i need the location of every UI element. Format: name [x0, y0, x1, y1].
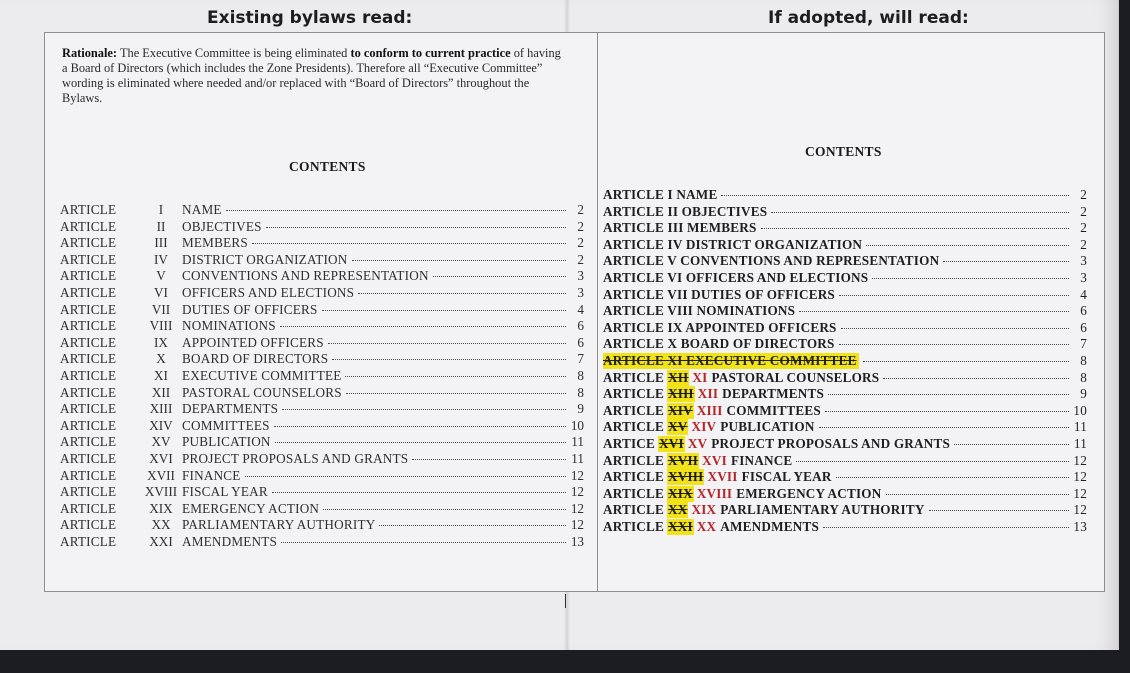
new-article-number: XV	[687, 435, 708, 451]
page-number: 7	[1080, 336, 1087, 352]
page-number: 9	[577, 401, 584, 417]
dot-leader	[825, 411, 1069, 412]
article-title: PUBLICATION	[182, 434, 271, 450]
article-number: VIII	[149, 318, 173, 334]
page-number: 12	[570, 467, 584, 483]
article-title: PUBLICATION	[720, 419, 815, 435]
article-title: EMERGENCY ACTION	[182, 500, 320, 516]
toc-row	[60, 468, 584, 485]
article-word: ARTICLE	[603, 502, 665, 518]
dot-leader	[322, 310, 566, 311]
dot-leader	[346, 393, 566, 394]
article-number: XVI	[149, 450, 173, 466]
toc-row	[603, 336, 1087, 353]
page-number: 7	[577, 351, 584, 367]
new-article-number: XII	[697, 386, 719, 402]
article-word: ARTICLE	[603, 518, 665, 534]
article-entry: ARTICLE IV DISTRICT ORGANIZATION	[603, 236, 863, 252]
article-number: V	[156, 268, 166, 284]
page-number: 12	[1073, 469, 1087, 485]
page-number: 8	[577, 384, 584, 400]
article-title: PROJECT PROPOSALS AND GRANTS	[182, 450, 409, 466]
toc-row	[60, 252, 584, 269]
article-word: ARTICE	[603, 435, 656, 451]
dot-leader	[433, 276, 566, 277]
article-title: PARLIAMENTARY AUTHORITY	[182, 517, 376, 533]
article-number: III	[154, 235, 168, 251]
page-number: 3	[577, 268, 584, 284]
article-word: ARTICLE	[603, 386, 665, 402]
article-title: FISCAL YEAR	[182, 484, 268, 500]
dot-leader	[866, 245, 1069, 246]
article-title: FINANCE	[730, 452, 793, 468]
dot-leader	[252, 243, 566, 244]
dot-leader	[345, 376, 566, 377]
article-word: ARTICLE	[60, 401, 117, 417]
article-word: ARTICLE	[60, 384, 117, 400]
toc-row	[60, 285, 584, 302]
article-title: PARLIAMENTARY AUTHORITY	[720, 502, 925, 518]
toc-row	[60, 268, 584, 285]
article-word: ARTICLE	[603, 485, 665, 501]
article-word: ARTICLE	[60, 484, 117, 500]
article-title: AMENDMENTS	[182, 533, 278, 549]
article-word: ARTICLE	[60, 434, 117, 450]
article-number: IX	[154, 334, 168, 350]
article-entry: ARTICLE IX APPOINTED OFFICERS	[603, 319, 837, 335]
dot-leader	[272, 492, 566, 493]
article-title: OFFICERS AND ELECTIONS	[182, 284, 355, 300]
new-article-number: XX	[696, 518, 717, 534]
page-number: 4	[577, 301, 584, 317]
dot-leader	[839, 295, 1069, 296]
toc-row	[60, 302, 584, 319]
page-number: 2	[577, 235, 584, 251]
page-number: 6	[577, 334, 584, 350]
page-number: 2	[1080, 220, 1087, 236]
article-number: XIX	[149, 500, 173, 516]
old-article-number: XIII	[668, 386, 694, 402]
article-word: ARTICLE	[60, 334, 117, 350]
page-number: 11	[571, 434, 584, 450]
article-number: VII	[151, 301, 171, 317]
dot-leader	[282, 409, 566, 410]
article-number: XIV	[149, 417, 173, 433]
article-word: ARTICLE	[60, 218, 117, 234]
page-number: 12	[570, 484, 584, 500]
article-title: DISTRICT ORGANIZATION	[182, 251, 348, 267]
toc-row	[60, 318, 584, 335]
article-entry: ARTICLE III MEMBERS	[603, 220, 757, 236]
article-word: ARTICLE	[603, 452, 665, 468]
article-entry: ARTICLE VII DUTIES OF OFFICERS	[603, 286, 835, 302]
page-number: 12	[570, 500, 584, 516]
rationale-text-2: of having a Board of Directors (which includes the Zone Presidents). Therefore all “Executive Committee” wording is eliminated where needed and/or replaced with “Board of Directors” throughout the Bylaws.	[62, 46, 561, 105]
article-number: XI	[154, 367, 168, 383]
dot-leader	[872, 278, 1069, 279]
dot-leader	[886, 494, 1070, 495]
rationale-paragraph	[62, 46, 562, 106]
page-number: 11	[1073, 435, 1087, 451]
page-number: 2	[577, 251, 584, 267]
toc-row	[60, 235, 584, 252]
page-number: 6	[1080, 319, 1087, 335]
toc-row	[603, 436, 1087, 453]
article-word: ARTICLE	[60, 351, 117, 367]
article-title: EXECUTIVE COMMITTEE	[182, 367, 342, 383]
article-title: MEMBERS	[182, 235, 248, 251]
dot-leader	[281, 542, 566, 543]
toc-row	[603, 469, 1087, 486]
toc-row	[603, 386, 1087, 403]
dot-leader	[323, 509, 566, 510]
page-number: 10	[570, 417, 584, 433]
dot-leader	[819, 427, 1069, 428]
article-number: XIII	[149, 401, 173, 417]
toc-row	[60, 501, 584, 518]
old-article-number: XIV	[668, 402, 693, 418]
article-word: ARTICLE	[60, 235, 117, 251]
article-word: ARTICLE	[603, 402, 665, 418]
dot-leader	[274, 426, 566, 427]
page-number: 11	[571, 450, 584, 466]
dot-leader	[771, 212, 1069, 213]
dot-leader	[954, 444, 1069, 445]
dot-leader	[328, 343, 566, 344]
toc-row	[60, 434, 584, 451]
article-word: ARTICLE	[603, 469, 665, 485]
article-title: EMERGENCY ACTION	[736, 485, 882, 501]
article-word: ARTICLE	[60, 301, 117, 317]
article-title: FINANCE	[182, 467, 241, 483]
article-word: ARTICLE	[60, 500, 117, 516]
article-title: BOARD OF DIRECTORS	[182, 351, 329, 367]
dot-leader	[799, 311, 1069, 312]
new-article-number: XVII	[707, 469, 738, 485]
page-number: 3	[577, 284, 584, 300]
article-title: PASTORAL COUNSELORS	[182, 384, 342, 400]
toc-row	[603, 370, 1087, 387]
page-number: 3	[1080, 269, 1087, 285]
page-number: 12	[1073, 485, 1087, 501]
article-word: ARTICLE	[60, 533, 117, 549]
article-word: ARTICLE	[60, 450, 117, 466]
toc-row	[60, 368, 584, 385]
article-word: ARTICLE	[60, 517, 117, 533]
toc-row	[60, 385, 584, 402]
article-title: FISCAL YEAR	[741, 469, 832, 485]
toc-row	[60, 517, 584, 534]
toc-row	[60, 451, 584, 468]
dot-leader	[828, 394, 1069, 395]
page-number: 2	[1080, 236, 1087, 252]
existing-contents-list	[60, 202, 584, 550]
old-article-number: XV	[668, 419, 688, 435]
old-article-number: XVII	[668, 452, 699, 468]
article-word: ARTICLE	[60, 367, 117, 383]
new-article-number: XVI	[702, 452, 727, 468]
dot-leader	[796, 461, 1069, 462]
article-number: XVIII	[144, 484, 178, 500]
page-number: 13	[1073, 518, 1087, 534]
toc-row	[603, 204, 1087, 221]
toc-row	[603, 486, 1087, 503]
toc-row	[603, 270, 1087, 287]
existing-bylaws-heading: Existing bylaws read:	[207, 8, 413, 28]
toc-row	[603, 253, 1087, 270]
page-number: 2	[577, 202, 584, 217]
existing-contents-title: CONTENTS	[289, 159, 366, 174]
article-number: II	[156, 218, 166, 234]
article-title: CONVENTIONS AND REPRESENTATION	[182, 268, 429, 284]
toc-row	[603, 237, 1087, 254]
dot-leader	[379, 525, 566, 526]
new-article-number: XI	[692, 369, 708, 385]
toc-row	[60, 351, 584, 368]
dot-leader	[943, 261, 1069, 262]
toc-row	[603, 419, 1087, 436]
dot-leader	[245, 476, 566, 477]
article-entry: ARTICLE VIII NOMINATIONS	[603, 303, 796, 319]
page-number: 12	[1073, 452, 1087, 468]
toc-row	[603, 353, 1087, 370]
article-title: NAME	[182, 202, 222, 217]
deleted-article-entry: ARTICLE XI EXECUTIVE COMMITTEE	[603, 352, 857, 368]
article-title: APPOINTED OFFICERS	[182, 334, 324, 350]
page-number: 2	[1080, 187, 1087, 202]
toc-row	[603, 187, 1087, 204]
page-number: 13	[570, 533, 584, 549]
article-entry: ARTICLE I NAME	[603, 187, 718, 202]
article-title: DEPARTMENTS	[182, 401, 279, 417]
adopted-contents-title: CONTENTS	[805, 144, 882, 159]
article-number: XV	[151, 434, 171, 450]
page-number: 2	[577, 218, 584, 234]
dot-leader	[280, 326, 566, 327]
dot-leader	[226, 210, 566, 211]
toc-row	[603, 320, 1087, 337]
article-title: OBJECTIVES	[182, 218, 262, 234]
toc-row	[60, 484, 584, 501]
dot-leader	[823, 527, 1069, 528]
page-number: 9	[1080, 386, 1087, 402]
new-article-number: XIV	[691, 419, 717, 435]
article-title: PROJECT PROPOSALS AND GRANTS	[711, 435, 951, 451]
article-number: XX	[151, 517, 171, 533]
article-word: ARTICLE	[603, 369, 665, 385]
page-number: 11	[1073, 419, 1087, 435]
article-entry: ARTICLE V CONVENTIONS AND REPRESENTATION	[603, 253, 940, 269]
rationale-bold-1: to conform to current practice	[350, 46, 511, 60]
fold-mark	[565, 594, 566, 608]
dot-leader	[841, 328, 1069, 329]
old-article-number: XX	[668, 502, 688, 518]
article-word: ARTICLE	[60, 284, 117, 300]
toc-row	[60, 534, 584, 551]
toc-row	[60, 401, 584, 418]
page-number: 8	[1080, 369, 1087, 385]
adopted-contents-list	[603, 187, 1087, 535]
toc-row	[603, 303, 1087, 320]
old-article-number: XVIII	[668, 469, 704, 485]
toc-row	[603, 519, 1087, 536]
rationale-label: Rationale:	[62, 46, 118, 60]
toc-row	[603, 220, 1087, 237]
page-number: 8	[577, 367, 584, 383]
dot-leader	[412, 459, 566, 460]
dot-leader	[358, 293, 566, 294]
toc-row	[60, 335, 584, 352]
new-article-number: XIX	[691, 502, 717, 518]
article-title: COMMITTEES	[182, 417, 270, 433]
article-word: ARTICLE	[603, 419, 665, 435]
old-article-number: XIX	[668, 485, 693, 501]
article-word: ARTICLE	[60, 467, 117, 483]
page-number: 8	[1080, 352, 1087, 368]
article-number: XII	[151, 384, 171, 400]
dot-leader	[883, 378, 1069, 379]
dot-leader	[332, 359, 566, 360]
new-article-number: XVIII	[696, 485, 733, 501]
toc-row	[603, 502, 1087, 519]
adopted-bylaws-heading: If adopted, will read:	[768, 8, 969, 28]
article-number: XVII	[147, 467, 175, 483]
old-article-number: XVI	[659, 435, 684, 451]
article-word: ARTICLE	[60, 318, 117, 334]
dot-leader	[863, 361, 1069, 362]
page-number: 10	[1073, 402, 1087, 418]
article-word: ARTICLE	[60, 202, 117, 217]
article-title: NOMINATIONS	[182, 318, 276, 334]
page-number: 4	[1080, 286, 1087, 302]
toc-row	[603, 453, 1087, 470]
page-number: 3	[1080, 253, 1087, 269]
page-number: 6	[1080, 303, 1087, 319]
dot-leader	[761, 228, 1069, 229]
toc-row	[60, 202, 584, 219]
rationale-text-1: The Executive Committee is being eliminated	[119, 46, 348, 60]
toc-row	[60, 418, 584, 435]
dot-leader	[352, 260, 567, 261]
page-number: 6	[577, 318, 584, 334]
article-number: XXI	[149, 533, 173, 549]
dot-leader	[275, 442, 566, 443]
article-entry: ARTICLE II OBJECTIVES	[603, 203, 768, 219]
toc-row	[603, 403, 1087, 420]
article-number: VI	[154, 284, 168, 300]
dot-leader	[266, 227, 566, 228]
article-word: ARTICLE	[60, 268, 117, 284]
dot-leader	[929, 510, 1069, 511]
article-title: COMMITTEES	[726, 402, 821, 418]
dot-leader	[839, 344, 1069, 345]
article-number: X	[156, 351, 166, 367]
article-number: IV	[154, 251, 168, 267]
page-number: 2	[1080, 203, 1087, 219]
dot-leader	[721, 195, 1069, 196]
article-number: I	[158, 202, 164, 217]
article-word: ARTICLE	[60, 417, 117, 433]
old-article-number: XXI	[668, 518, 693, 534]
page-number: 12	[1073, 502, 1087, 518]
article-entry: ARTICLE X BOARD OF DIRECTORS	[603, 336, 835, 352]
dot-leader	[836, 477, 1069, 478]
article-title: PASTORAL COUNSELORS	[711, 369, 880, 385]
toc-row	[603, 287, 1087, 304]
toc-row	[60, 219, 584, 236]
article-entry: ARTICLE VI OFFICERS AND ELECTIONS	[603, 269, 869, 285]
page-number: 12	[570, 517, 584, 533]
article-word: ARTICLE	[60, 251, 117, 267]
article-title: AMENDMENTS	[720, 518, 819, 534]
article-title: DEPARTMENTS	[722, 386, 825, 402]
new-article-number: XIII	[696, 402, 723, 418]
article-title: DUTIES OF OFFICERS	[182, 301, 318, 317]
old-article-number: XII	[668, 369, 689, 385]
